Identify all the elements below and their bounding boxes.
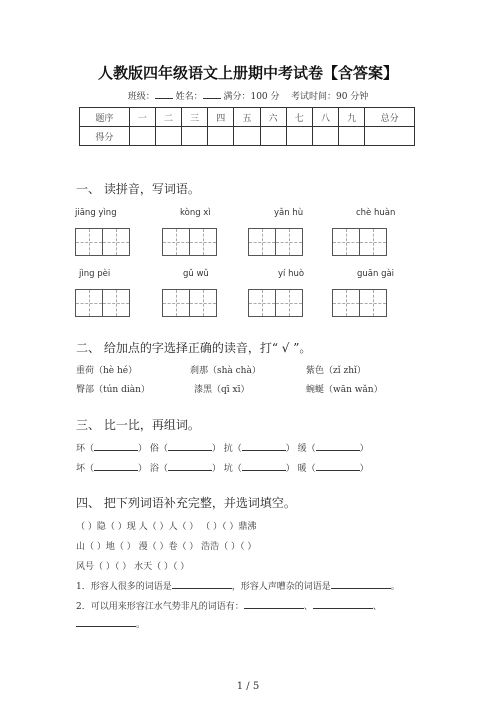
pinyin-label: jìng pèi bbox=[79, 269, 111, 279]
pinyin-label: yí huò bbox=[278, 269, 305, 279]
section-4-heading: 四、 把下列词语补充完整，并选词填空。 bbox=[76, 496, 296, 510]
score-cell[interactable] bbox=[208, 127, 234, 146]
word-group-row: 环（ ） 俗（ ） 抗（ ） 缓（ ） bbox=[76, 444, 369, 454]
answer-blank[interactable] bbox=[331, 580, 391, 589]
table-cell: 三 bbox=[182, 108, 208, 127]
answer-blank[interactable] bbox=[168, 442, 212, 451]
name-blank[interactable] bbox=[203, 90, 221, 99]
writing-grid[interactable] bbox=[332, 289, 386, 317]
writing-grid[interactable] bbox=[162, 289, 216, 317]
answer-blank[interactable] bbox=[244, 600, 304, 609]
table-cell: 二 bbox=[155, 108, 181, 127]
answer-blank[interactable] bbox=[242, 442, 286, 451]
pronunciation-choice[interactable]: 臀部（tún diàn） bbox=[76, 385, 150, 395]
idiom-row[interactable]: 山（ ）地（ ） 漫（ ）卷（ ） 浩浩（ ）（ ） bbox=[76, 542, 257, 552]
name-label: 姓名： bbox=[175, 92, 203, 102]
answer-blank[interactable] bbox=[168, 462, 212, 471]
score-cell[interactable] bbox=[260, 127, 286, 146]
score-cell[interactable] bbox=[339, 127, 365, 146]
question-2-continued: 。 bbox=[76, 617, 145, 630]
score-cell[interactable] bbox=[129, 127, 155, 146]
page-title: 人教版四年级语文上册期中考试卷【含答案】 bbox=[97, 64, 398, 82]
table-cell: 总分 bbox=[365, 108, 415, 127]
table-cell: 题序 bbox=[80, 108, 130, 127]
question-1: 1．形容人很多的词语是 ，形容人声嘈杂的词语是 。 bbox=[76, 582, 400, 592]
answer-blank[interactable] bbox=[94, 442, 138, 451]
table-cell: 八 bbox=[312, 108, 338, 127]
exam-time: 考试时间：90 分钟 bbox=[290, 92, 369, 102]
pinyin-label: chè huàn bbox=[356, 208, 396, 218]
full-score: 满分：100 分 bbox=[223, 92, 280, 102]
pinyin-label: jiāng yìng bbox=[75, 208, 117, 218]
writing-grid[interactable] bbox=[75, 289, 129, 317]
section-2-heading: 二、 给加点的字选择正确的读音，打“ √ ”。 bbox=[76, 341, 312, 355]
pronunciation-choice[interactable]: 紫色（zǐ zhǐ） bbox=[306, 366, 366, 376]
page-number: 1 / 5 bbox=[236, 681, 260, 692]
section-1-heading: 一、 读拼音，写词语。 bbox=[76, 182, 200, 196]
section-3-heading: 三、 比一比，再组词。 bbox=[76, 418, 200, 432]
pronunciation-choice[interactable]: 蜿蜒（wān wǎn） bbox=[306, 385, 383, 395]
writing-grid[interactable] bbox=[162, 228, 216, 256]
pronunciation-choice[interactable]: 重荷（hè hé） bbox=[76, 366, 138, 376]
writing-grid[interactable] bbox=[248, 228, 302, 256]
answer-blank[interactable] bbox=[94, 462, 138, 471]
class-blank[interactable] bbox=[155, 90, 173, 99]
answer-blank[interactable] bbox=[316, 462, 360, 471]
writing-grid[interactable] bbox=[75, 228, 129, 256]
score-cell[interactable] bbox=[312, 127, 338, 146]
table-cell: 七 bbox=[286, 108, 312, 127]
answer-blank[interactable] bbox=[172, 580, 232, 589]
score-table-header-row bbox=[80, 108, 415, 127]
table-cell: 六 bbox=[260, 108, 286, 127]
class-label: 班级： bbox=[127, 92, 155, 102]
pinyin-label: yǎn hù bbox=[274, 208, 304, 218]
question-2: 2．可以用来形容江水气势非凡的词语有： 、 、 bbox=[76, 602, 382, 612]
answer-blank[interactable] bbox=[242, 462, 286, 471]
writing-grid[interactable] bbox=[332, 228, 386, 256]
answer-blank[interactable] bbox=[316, 442, 360, 451]
score-table bbox=[79, 107, 415, 146]
score-cell[interactable] bbox=[155, 127, 181, 146]
table-cell: 五 bbox=[234, 108, 260, 127]
pronunciation-choice[interactable]: 漆黑（qī xī） bbox=[194, 385, 250, 395]
table-cell: 得分 bbox=[80, 127, 130, 146]
score-cell[interactable] bbox=[286, 127, 312, 146]
exam-info bbox=[0, 89, 496, 102]
pinyin-label: kòng xì bbox=[180, 208, 211, 218]
idiom-row[interactable]: （ ）隐（ ）现 人（ ）人（ ） （ ）（ ）鼎沸 bbox=[76, 522, 257, 532]
score-table-score-row bbox=[80, 127, 415, 146]
answer-blank[interactable] bbox=[313, 600, 373, 609]
pronunciation-choice[interactable]: 刹那（shà chà） bbox=[190, 366, 261, 376]
word-group-row: 坏（ ） 浴（ ） 坑（ ） 暖（ ） bbox=[76, 464, 369, 474]
pinyin-label: guān gài bbox=[357, 269, 395, 279]
table-cell: 四 bbox=[208, 108, 234, 127]
score-cell[interactable] bbox=[234, 127, 260, 146]
table-cell: 九 bbox=[339, 108, 365, 127]
writing-grid[interactable] bbox=[248, 289, 302, 317]
idiom-row[interactable]: 风号（ ）（ ） 水天（ ）（ ） bbox=[76, 562, 190, 572]
answer-blank[interactable] bbox=[76, 618, 136, 627]
score-cell[interactable] bbox=[365, 127, 415, 146]
pinyin-label: gǔ wǔ bbox=[183, 269, 209, 279]
score-cell[interactable] bbox=[182, 127, 208, 146]
table-cell: 一 bbox=[129, 108, 155, 127]
